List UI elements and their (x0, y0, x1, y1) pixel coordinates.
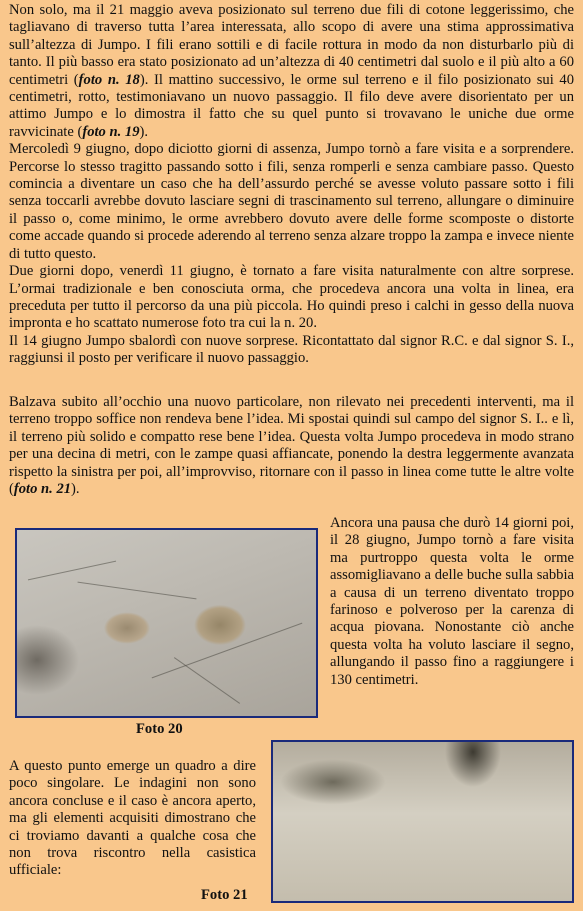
article-text-bottom: A questo punto emerge un quadro a dire poco singolare. Le indagini non sono ancora concluse e il caso è ancora aperto, ma gli elementi acquisiti dimostrano che ci troviamo davanti a qualche cosa che non trova riscontro nella casistica ufficiale: (9, 758, 256, 879)
article-text-middle (9, 394, 574, 498)
paragraph-new-detail: Balzava subito all’occhio una nuovo particolare, non rilevato nei precedenti interventi, ma il terreno troppo soffice non rendeva bene l’idea. Mi spostai quindi sul campo del signor S. I.. e lì, il terreno più solido e compatto rese bene l’idea. Questa volta Jumpo procedeva in modo strano per una decina di metri, con le zampe quasi affiancate, ponendo la destra leggermente avanzata rispetto la sinistra per poi, all’improvviso, ritornare con il passo in linea come tutte le altre volte (foto n. 21). (9, 394, 574, 498)
paragraph-june-11: Due giorni dopo, venerdì 11 giugno, è tornato a fare visita naturalmente con altre sorprese. L’ormai tradizionale e ben conosciuta orma, che procedeva ancora una volta in linea, era preceduta per tutto il percorso da una più piccola. Ho quindi preso i calchi in gesso della nuova impronta e ho scattato numerose foto tra cui la n. 20. (9, 263, 574, 332)
paragraph-wires: Non solo, ma il 21 maggio aveva posizionato sul terreno due fili di cotone leggerissimo, che tagliavano di traverso tutta l’area interessata, allo scopo di avere una stima approssimativa sull’altezza di Jumpo. I fili erano sottili e di facile rottura in modo da non disturbarlo più di tanto. Il più basso era stato posizionato ad un’altezza di 40 centimetri dal suolo e il più alto a 60 centimetri (foto n. 18). Il mattino successivo, le orme sul terreno e il filo posizionato sui 40 centimetri, rotto, testimoniavano un nuovo passaggio. Il filo deve avere disorientato per un attimo Jumpo e lo dimostra il fatto che su quel punto si trovavano le uniche due orme ravvicinate (foto n. 19). (9, 2, 574, 140)
paragraph-june-14: Il 14 giugno Jumpo sbalordì con nuove sorprese. Ricontattato dal signor R.C. e dal signor S. I., raggiunsi il posto per verificare il nuovo passaggio. (9, 332, 574, 367)
article-text-top (9, 2, 574, 368)
ref-foto-18: foto n. 18 (78, 71, 140, 88)
caption-foto-20: Foto 20 (136, 721, 183, 737)
caption-foto-21: Foto 21 (201, 887, 248, 903)
photo-21-ground (271, 740, 574, 903)
photo-20-footprints (15, 528, 318, 718)
paragraph-june-9: Mercoledì 9 giugno, dopo diciotto giorni di assenza, Jumpo tornò a fare visita e a sorprendere. Percorse lo stesso tragitto passando sotto i fili, senza romperli e senza cambiare passo. Questo comincia a diventare un caso che ha dell’assurdo perché se avesse voluto passare sotto i fili senza toccarli avrebbe dovuto lasciare segni di trascinamento sul terreno, allungare o diminuire il passo o, come minimo, le orme avrebbero dovuto avere delle forme scomposte o distorte come accade quando si procede aderendo al terreno senza alzare troppo la zampa e invece niente di tutto questo. (9, 141, 574, 262)
ref-foto-19: foto n. 19 (82, 123, 140, 140)
article-text-side: Ancora una pausa che durò 14 giorni poi, il 28 giugno, Jumpo tornò a fare visita ma purtroppo questa volta le orme assomigliavano a delle buche sulla sabbia a causa di un terreno diventato troppo farinoso e polveroso per la carenza di acqua piovana. Nonostante ciò anche questa volta ha voluto lasciare il segno, allungando il passo fino a raggiungere i 130 centimetri. (330, 515, 574, 688)
ref-foto-21: foto n. 21 (13, 481, 72, 498)
